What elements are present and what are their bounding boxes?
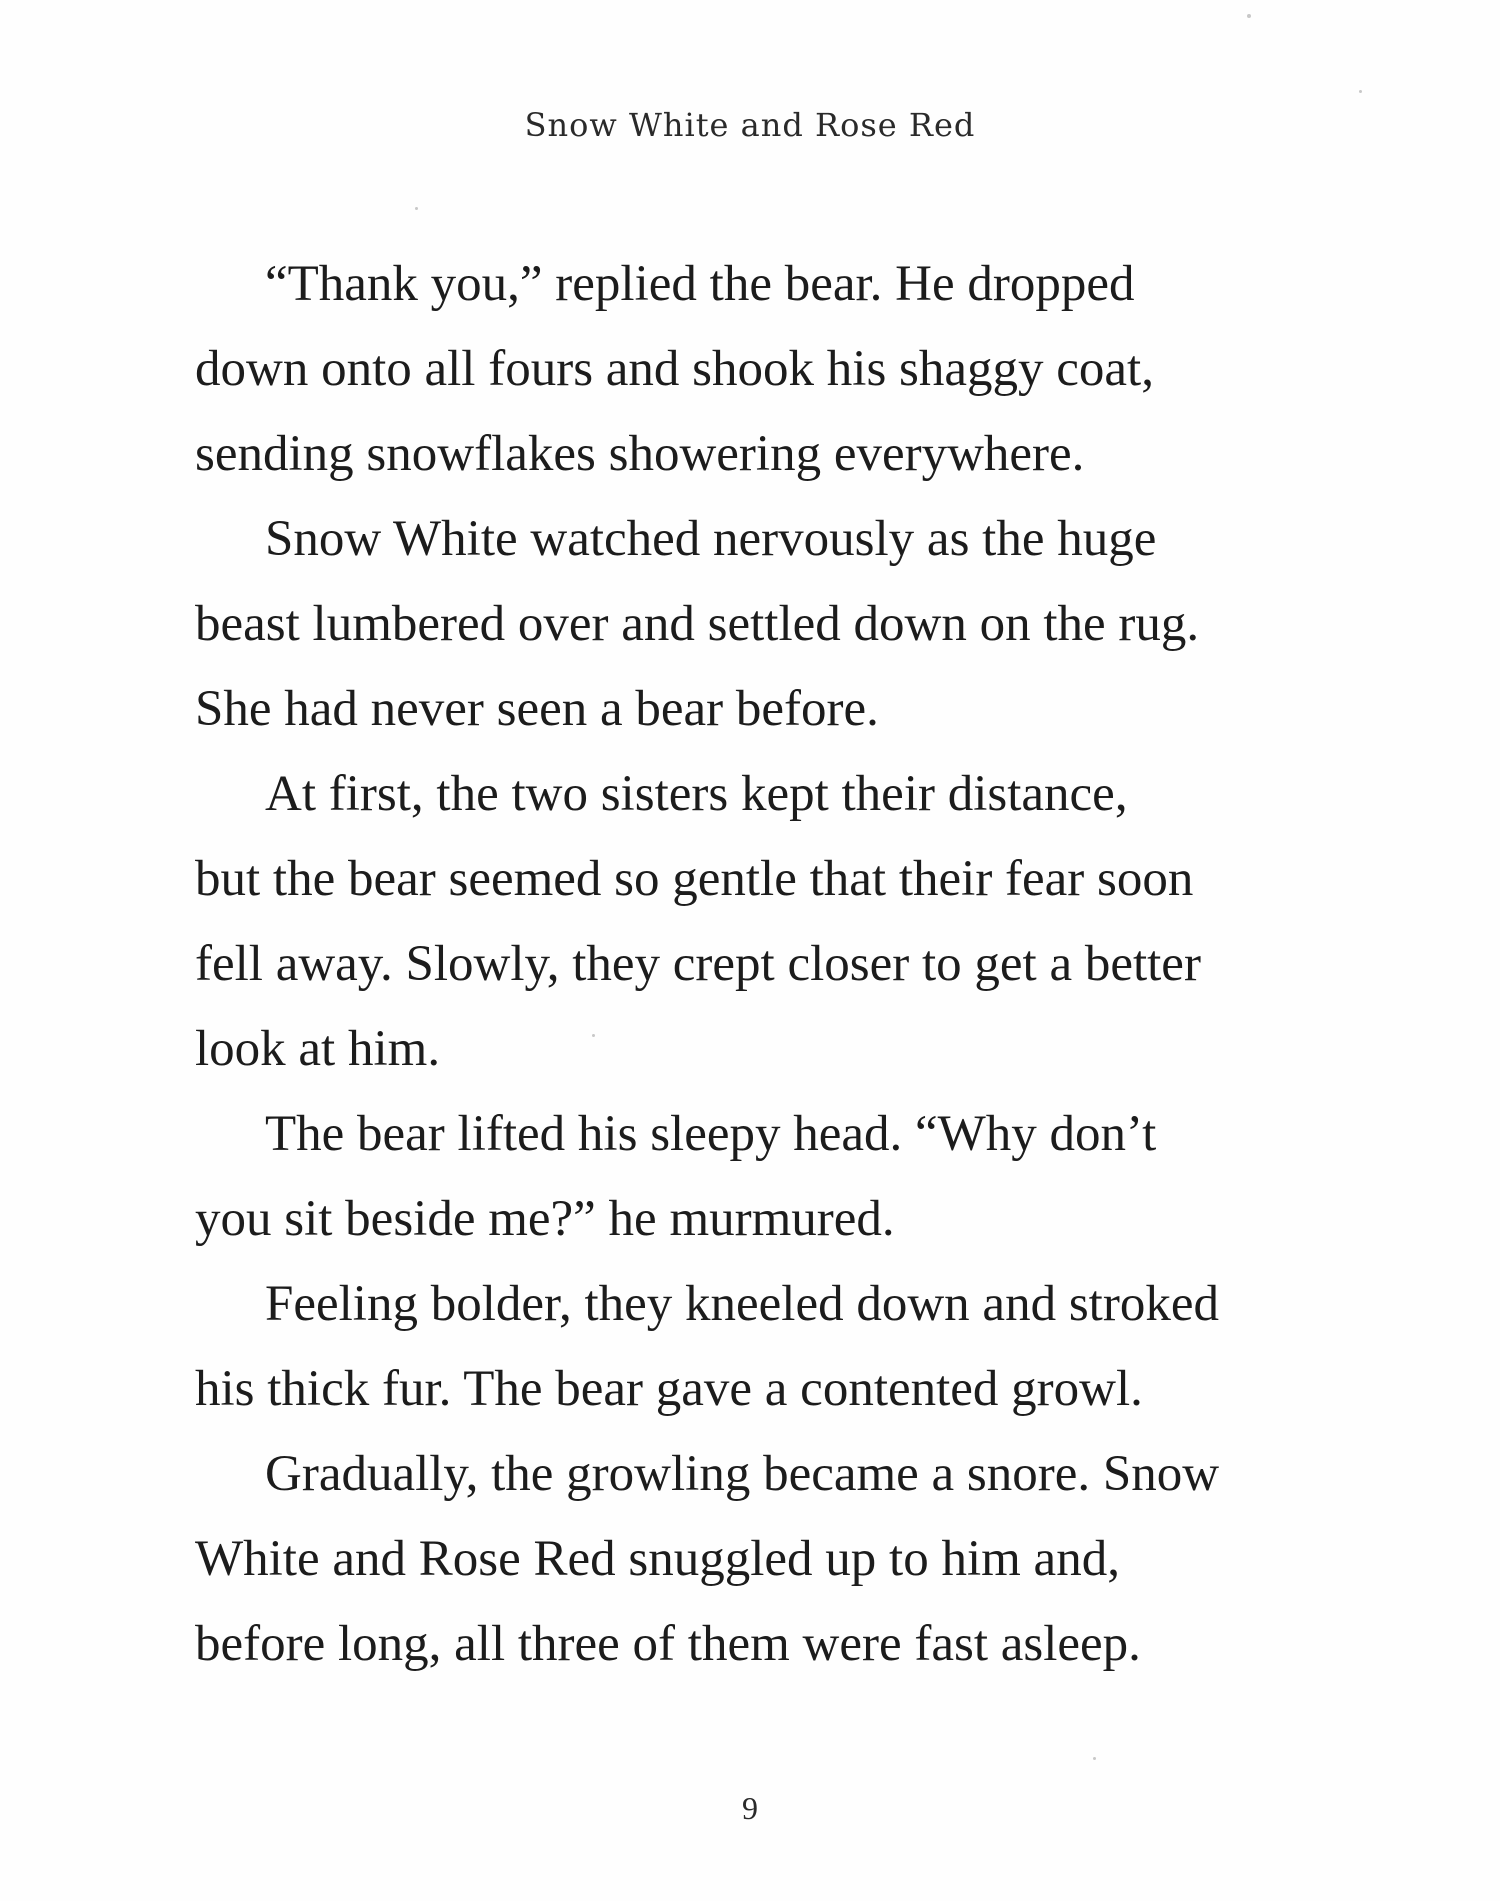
scan-speck [415, 207, 418, 210]
page-number: 9 [742, 1790, 758, 1826]
text-line: She had never seen a bear before. [195, 681, 879, 737]
text-line: At first, the two sisters kept their distance, [265, 766, 1128, 822]
scan-speck [1093, 1757, 1096, 1760]
text-line: Snow White watched nervously as the huge [265, 511, 1157, 567]
text-line: “Thank you,” replied the bear. He dropped [265, 256, 1135, 312]
running-head: Snow White and Rose Red [524, 106, 976, 144]
text-line: White and Rose Red snuggled up to him and, [195, 1531, 1120, 1587]
text-line: his thick fur. The bear gave a contented growl. [195, 1361, 1143, 1417]
text-line: fell away. Slowly, they crept closer to get a better [195, 936, 1201, 992]
scan-speck [1359, 90, 1362, 93]
scan-speck [1247, 14, 1251, 18]
text-line: but the bear seemed so gentle that their fear soon [195, 851, 1194, 907]
text-line: you sit beside me?” he murmured. [195, 1191, 895, 1247]
text-line: down onto all fours and shook his shaggy coat, [195, 341, 1154, 397]
text-line: Feeling bolder, they kneeled down and stroked [265, 1276, 1219, 1332]
scan-speck [592, 1034, 595, 1037]
text-line: The bear lifted his sleepy head. “Why don’t [265, 1106, 1157, 1162]
text-line: before long, all three of them were fast asleep. [195, 1616, 1141, 1672]
text-line: look at him. [195, 1021, 441, 1077]
text-line: Gradually, the growling became a snore. Snow [265, 1446, 1220, 1502]
text-line: beast lumbered over and settled down on the rug. [195, 596, 1200, 652]
text-line: sending snowflakes showering everywhere. [195, 426, 1085, 482]
body-text [195, 242, 1355, 1687]
